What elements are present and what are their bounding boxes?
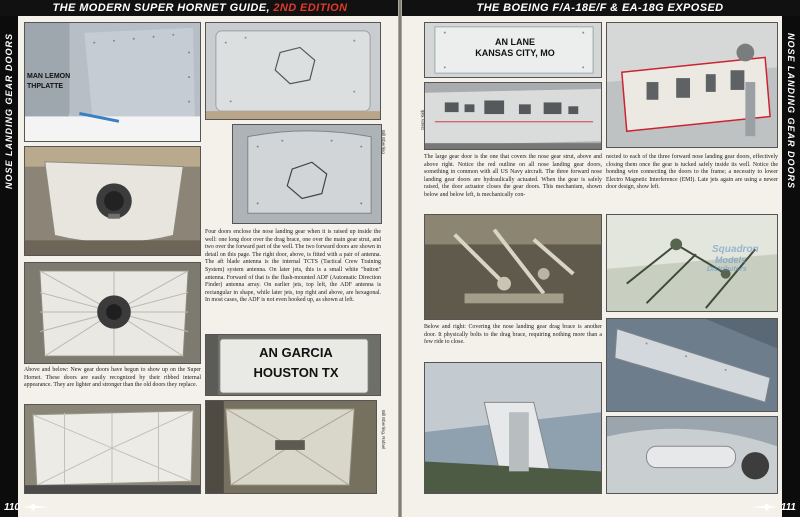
ribbed-door-image [25, 263, 200, 363]
photo-door-hex-antenna [232, 124, 382, 224]
door-name-line-2: HOUSTON TX [253, 365, 339, 380]
caption-large-gear-door: The large gear door is the one that covers the nose gear strut, above and above right. Notice the red outline on all nose landing gear doors, something in common with all US Navy aircraft. The three forward nose landing gear doors are hydraulically actuated. When the gear is safely raised, the door actuator closes the gear doors. This mechanism, shown below and below left, is mechanically con- [424, 154, 602, 198]
photo-door-inner-top [205, 22, 381, 120]
caption-door-mechanism: nected to each of the three forward nose landing gear doors, effectively closing them once the gear is tucked safely inside its well. Notice the bonding wire connecting the doors to the frame; a necessity to lower Electro Magnetic Interference (EMI). Late jets again are using a newer door design, show left. [606, 154, 778, 191]
photo-gear-well-long [424, 82, 602, 150]
photo-stencil-line-b: THPLATTE [27, 83, 64, 90]
ribbed-door-bottom-image [25, 405, 200, 493]
right-page-number: 111 [780, 502, 796, 513]
jet-silhouette-icon [22, 503, 48, 511]
watermark-squadron-3: Distributors [707, 266, 747, 273]
photo-door-open-hangar [24, 146, 201, 256]
caption-drag-brace-door: Below and right: Covering the nose landing gear drag brace is another door. It physically bolts to the drag brace, requiring nothing more than a few ride to close. [424, 324, 602, 346]
left-side-tab-label: NOSE LANDING GEAR DOORS [4, 33, 14, 190]
photo-drag-brace-door [424, 362, 602, 494]
photo-credit-left-1: Bill Eberling [381, 130, 386, 154]
open-door-interior-image [206, 401, 376, 493]
photo-gear-mechanism [424, 214, 602, 320]
door-name-line-1: AN GARCIA [259, 345, 333, 360]
left-page-number: 110 [4, 502, 20, 513]
photo-door-name-kansas [424, 22, 602, 78]
gear-well-image [425, 83, 601, 149]
photo-open-door-interior [205, 400, 377, 494]
right-page-header [400, 0, 800, 16]
photo-ribbed-door-bottom [24, 404, 201, 494]
door-actuator-image [607, 215, 777, 311]
photo-strut-door [606, 318, 778, 412]
photo-gear-strut-below [606, 416, 778, 494]
gear-mechanism-image [425, 215, 601, 319]
photo-credit-left-2: Bill Eberling, Rafael [381, 410, 386, 450]
left-header-title: THE MODERN SUPER HORNET GUIDE, [52, 2, 270, 14]
hex-antenna-image [233, 125, 381, 223]
photo-door-name-stencil [205, 334, 381, 396]
caption-nose-gear-doors: Four doors enclose the nose landing gear when it is raised up inside the well: one long door over the drag brace, one over the main gear strut, and two over the forward part of the well. The two forward doors are shown in detail on this page. The right door, above, is fitted with a pair of antenna. The aft blade antenna is the internal TCTS (Tactical Crew Training System) system antenna. On later jets, this is a small white "button" antenna. Forward of that is the flush-mounted ADF (Automatic Direction Finder) antenna array. On earlier jets, top left, the ADF antenna is rectangular in shape, while later jets, top right and above, are hexagonal. In most cases, the ADF is not even hooked up, as shown at left. [205, 229, 381, 304]
left-header-edition: 2ND EDITION [273, 2, 348, 14]
right-side-tab-label: NOSE LANDING GEAR DOORS [786, 32, 796, 189]
photo-ribbed-door [24, 262, 201, 364]
strut-door-image [607, 319, 777, 411]
watermark-squadron-1: Squadron [712, 244, 759, 255]
photo-large-door-open [606, 22, 778, 148]
page-gutter [398, 0, 402, 517]
open-door-image [25, 147, 200, 255]
right-header-title: THE BOEING F/A-18E/F & EA-18G EXPOSED [476, 2, 724, 14]
drag-brace-image [425, 363, 601, 493]
door-exterior-image [25, 23, 200, 141]
large-door-image [607, 23, 777, 147]
photo-door-exterior-stencil [24, 22, 201, 142]
gear-strut-image [607, 417, 777, 493]
left-side-tab [0, 16, 18, 517]
watermark-squadron-2: Models [715, 255, 747, 265]
photo-credit-right-1: Gerry Kirk [420, 109, 425, 130]
right-page [400, 0, 800, 517]
jet-silhouette-icon-right [752, 503, 778, 511]
caption-ribbed-doors: Above and below: New gear doors have begun to show up on the Super Hornet. These doors are easily recognized by their ribbed internal appearance. They are lighter and stronger than the old doors they replace. [24, 367, 201, 389]
kansas-door-name-line-1: AN LANE [495, 37, 535, 47]
door-inner-image [206, 23, 380, 119]
kansas-door-name-line-2: KANSAS CITY, MO [475, 48, 555, 58]
right-side-tab [782, 16, 800, 517]
photo-stencil-line-a: MAN LEMON [27, 73, 71, 80]
left-page-header [0, 0, 400, 16]
photo-door-actuator [606, 214, 778, 312]
